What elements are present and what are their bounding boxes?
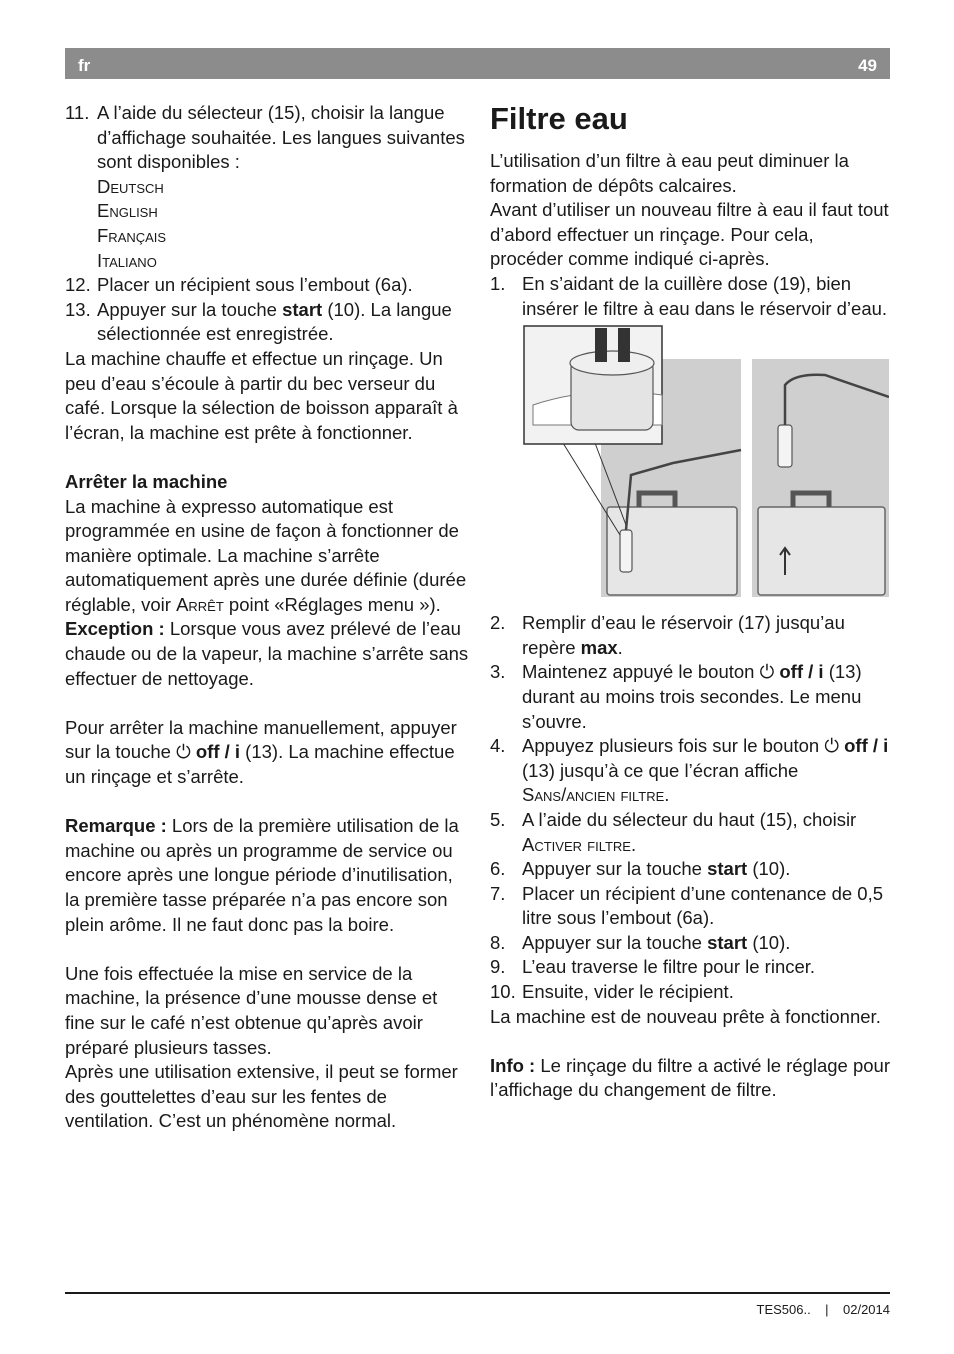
step-number: 7. [490, 882, 506, 904]
filter-step-7 [490, 882, 890, 931]
step-number: 10. [490, 981, 516, 1003]
step-text-pre: Appuyer sur la touche [97, 298, 283, 320]
filter-step-3 [490, 660, 890, 734]
left-column [65, 101, 470, 1134]
step-13 [65, 298, 470, 347]
filter-step-10 [490, 980, 890, 1005]
step-number: 8. [490, 931, 506, 953]
menu-term-arret: Arrêt [176, 593, 224, 615]
paragraph-foam: Une fois effectuée la mise en service de la machine, la présence d’une mousse dense et fine sur le café n’est obtenue qu’après avoir préparé plusieurs tasses. [65, 962, 438, 1058]
step-number: 3. [490, 661, 506, 683]
page-header-bar [65, 48, 890, 79]
step-number: 2. [490, 612, 506, 634]
step-number: 6. [490, 858, 506, 880]
text: Pour arrêter la machine manuellement, appuyer sur la touche [65, 716, 457, 763]
step-text: L’eau traverse le filtre pour le rincer. [522, 956, 816, 978]
exception-text: Lorsque vous avez prélevé de l’eau chaude ou de la vapeur, la machine s’arrête sans effectuer de nettoyage. [65, 618, 469, 689]
text: Maintenez appuyé le bouton [522, 661, 760, 683]
power-icon: ⏻ [759, 661, 775, 683]
text: . [617, 636, 623, 658]
max-label: max [580, 636, 618, 658]
exception-label: Exception : [65, 618, 165, 640]
inset-filter-top [570, 351, 654, 375]
step-number: 9. [490, 956, 506, 978]
model-number: TES506.. [756, 1302, 811, 1317]
step-12 [65, 273, 470, 298]
text: Appuyez plusieurs fois sur le bouton [522, 735, 825, 757]
text: (10). [747, 858, 791, 880]
text: (13). La machine effectue un rinçage et s’arrête. [65, 741, 455, 788]
filter-step-5 [490, 808, 890, 857]
water-tank-right [758, 507, 885, 595]
step-number: 12. [65, 274, 91, 296]
off-key-label: off / i [779, 661, 824, 683]
filter-step-4 [490, 734, 890, 808]
remark-text: Lors de la première utilisation de la machine ou après un programme de service ou encore après une longue période d’inutilisation, la première tasse préparée n’a pas encore son plein arôme. Il ne faut donc pas la boire. [65, 815, 459, 935]
off-key-label: off / i [844, 735, 889, 757]
text: (13) jusqu’à ce que l’écran affiche [522, 759, 799, 781]
page-footer [757, 1298, 891, 1323]
start-key-label: start [707, 931, 748, 953]
language-item: Italiano [97, 249, 157, 271]
language-item: Français [97, 224, 167, 246]
paragraph-heating: La machine chauffe et effectue un rinçage. Un peu d’eau s’écoule à partir du bec verseur du café. Lorsque la sélection de boisson apparaît à l’écran, la machine est prête à fonctionner. [65, 347, 458, 443]
step-text: En s’aidant de la cuillère dose (19), bien insérer le filtre à eau dans le réservoir d’eau. [522, 272, 888, 319]
display-text: Activer filtre [522, 833, 631, 855]
text: point «Réglages menu »). [223, 593, 441, 615]
power-icon: ⏻ [176, 741, 191, 763]
text: (13) durant au moins trois secondes. Le menu s’ouvre. [522, 661, 862, 732]
text: . [664, 784, 670, 806]
inset-spoon-handle [595, 328, 607, 362]
power-icon: ⏻ [824, 735, 839, 757]
intro-paragraph: L’utilisation d’un filtre à eau peut diminuer la formation de dépôts calcaires. [490, 150, 849, 196]
text: Appuyer sur la touche [522, 858, 708, 880]
filter-cartridge-right [778, 425, 792, 467]
section-title: Filtre eau [490, 101, 628, 136]
step-number: 5. [490, 808, 506, 830]
display-text: Sans/ancien filtre [522, 784, 665, 806]
step-text: Placer un récipient sous l’embout (6a). [97, 274, 413, 296]
text: Remplir d’eau le réservoir (17) jusqu’au repère [522, 612, 845, 658]
step-number: 1. [490, 272, 506, 294]
paragraph-remark [65, 814, 470, 937]
step-text: Placer un récipient d’une contenance de 0,5 litre sous l’embout (6a). [522, 882, 884, 929]
text: A l’aide du sélecteur du haut (15), choisir [522, 808, 857, 830]
text: . [630, 833, 637, 855]
filter-step-6 [490, 857, 890, 882]
right-column [490, 101, 890, 1103]
off-key-label: off / i [195, 741, 241, 763]
language-item: English [97, 200, 158, 222]
step-number: 13. [65, 298, 91, 320]
paragraph-info [490, 1054, 890, 1103]
step-11 [65, 101, 470, 175]
start-key-label: start [282, 298, 323, 320]
remark-label: Remarque : [65, 815, 167, 837]
paragraph-droplets: Après une utilisation extensive, il peut se former des gouttelettes d’eau sur les fentes de ventilation. C’est un phénomène normal. [65, 1061, 458, 1132]
filter-step-1 [490, 272, 890, 321]
step-text-post: (10). La langue sélectionnée est enregistrée. [97, 298, 452, 345]
illustration-svg [523, 325, 889, 597]
page-number: 49 [858, 56, 877, 75]
paragraph-ready: La machine est de nouveau prête à fonctionner. [490, 1005, 881, 1027]
filter-step-8 [490, 931, 890, 956]
paragraph-auto-off [65, 495, 470, 618]
text: Appuyer sur la touche [522, 931, 708, 953]
language-list [65, 175, 470, 273]
inset-spoon-handle [618, 328, 630, 362]
filter-step-2 [490, 611, 890, 660]
start-key-label: start [707, 858, 748, 880]
heading-stop-machine: Arrêter la machine [65, 470, 228, 492]
filter-cartridge-left [620, 530, 632, 572]
step-text: Ensuite, vider le récipient. [522, 981, 734, 1003]
text: La machine à expresso automatique est programmée en usine de façon à fonctionner de manière optimale. La machine s’arrête automatiquement après une durée définie (durée réglable, voir [65, 495, 467, 615]
info-label: Info : [490, 1054, 536, 1076]
language-item: Deutsch [97, 175, 164, 197]
step-number: 4. [490, 735, 506, 757]
paragraph-exception [65, 617, 470, 691]
paragraph-manual-off [65, 716, 470, 790]
publication-date: 02/2014 [843, 1302, 890, 1317]
step-number: 11. [65, 102, 90, 123]
footer-separator: | [825, 1302, 829, 1317]
step-text: A l’aide du sélecteur (15), choisir la langue d’affichage souhaitée. Les langues suivantes sont disponibles : [97, 102, 465, 173]
footer-rule [65, 1292, 890, 1294]
text: (10). [747, 931, 791, 953]
filter-insertion-illustration [523, 325, 889, 597]
info-text: Le rinçage du filtre a activé le réglage pour l’affichage du changement de filtre. [490, 1054, 891, 1101]
language-code: fr [78, 56, 91, 75]
intro-paragraph: Avant d’utiliser un nouveau filtre à eau il faut tout d’abord effectuer un rinçage. Pour cela, procéder comme indiqué ci-après. [490, 199, 889, 270]
filter-step-9 [490, 955, 890, 980]
